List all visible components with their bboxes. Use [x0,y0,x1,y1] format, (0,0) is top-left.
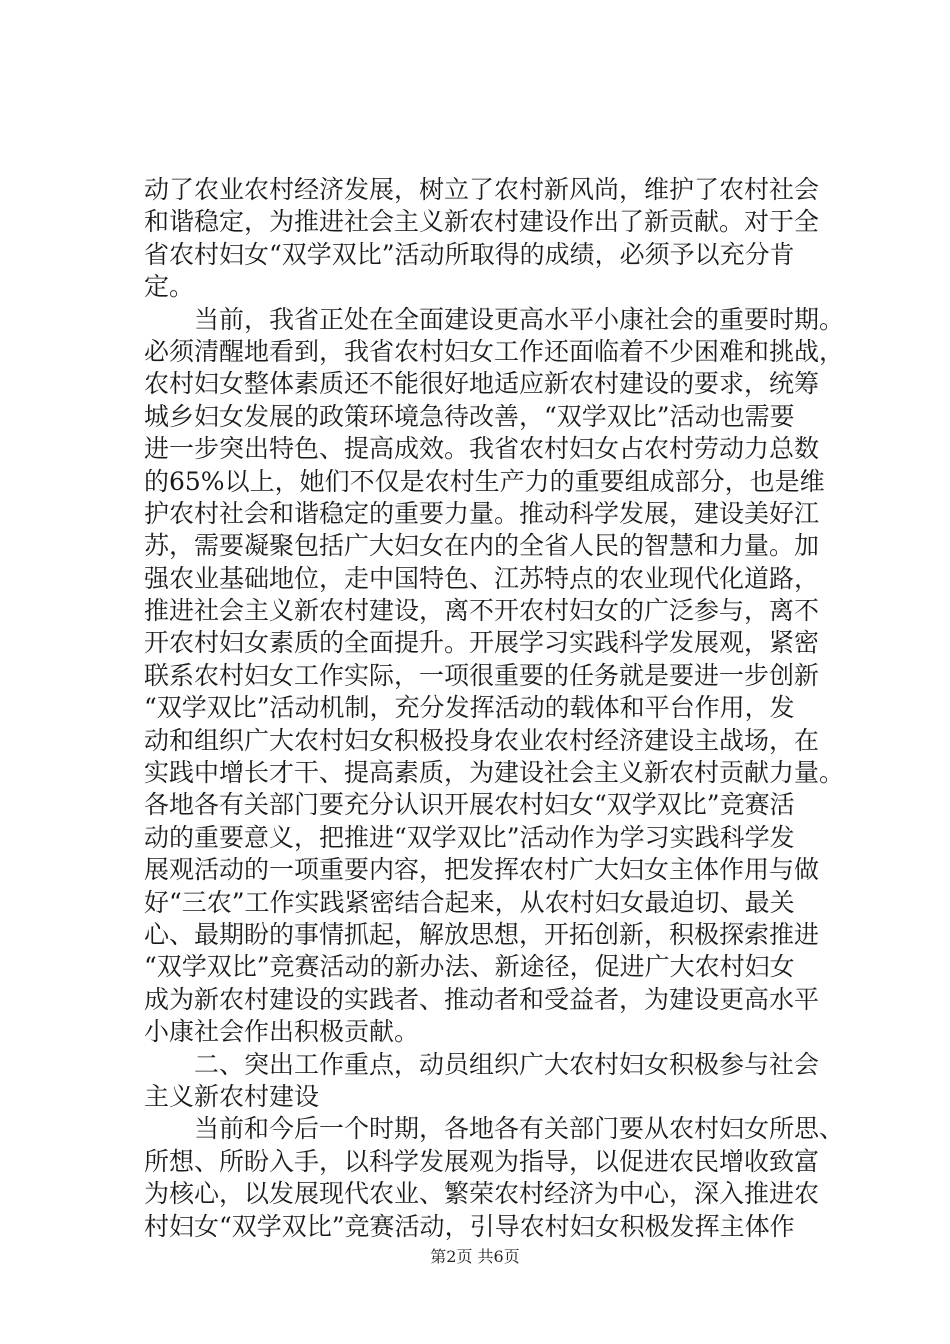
text-line: 小康社会作出积极贡献。 [144,1017,420,1047]
text-line: 实践中增长才干、提高素质，为建设社会主义新农村贡献力量。 [144,758,845,788]
text-line: 好“三农”工作实践紧密结合起来，从农村妇女最迫切、最关 [144,887,795,917]
text-line: 成为新农村建设的实践者、推动者和受益者，为建设更高水平 [144,984,820,1014]
text-line: 动的重要意义，把推进“双学双比”活动作为学习实践科学发 [144,822,795,852]
text-line: 动和组织广大农村妇女积极投身农业农村经济建设主战场，在 [144,725,820,755]
text-line: 当前，我省正处在全面建设更高水平小康社会的重要时期。 [144,304,845,334]
text-line: “双学双比”活动机制，充分发挥活动的载体和平台作用，发 [144,693,795,723]
text-line: 苏，需要凝聚包括广大妇女在内的全省人民的智慧和力量。加 [144,531,820,561]
text-line: 的65%以上，她们不仅是农村生产力的重要组成部分，也是维 [144,466,825,496]
text-line: 推进社会主义新农村建设，离不开农村妇女的广泛参与，离不 [144,596,820,626]
text-line: 省农村妇女“双学双比”活动所取得的成绩，必须予以充分肯 [144,239,795,269]
page-footer: 第2页 共6页 [430,1247,520,1266]
text-line: 和谐稳定，为推进社会主义新农村建设作出了新贡献。对于全 [144,207,820,237]
text-line: 城乡妇女发展的政策环境急待改善，“双学双比”活动也需要 [144,401,795,431]
text-line: 各地各有关部门要充分认识开展农村妇女“双学双比”竞赛活 [144,790,795,820]
text-line: 二、突出工作重点，动员组织广大农村妇女积极参与社会 [144,1049,820,1079]
text-line: 村妇女“双学双比”竞赛活动，引导农村妇女积极发挥主体作 [144,1211,795,1241]
text-line: 进一步突出特色、提高成效。我省农村妇女占农村劳动力总数 [144,434,820,464]
text-line: 为核心，以发展现代农业、繁荣农村经济为中心，深入推进农 [144,1179,820,1209]
document-body [144,174,844,1243]
text-line: 心、最期盼的事情抓起，解放思想，开拓创新，积极探索推进 [144,919,820,949]
text-line: 展观活动的一项重要内容，把发挥农村广大妇女主体作用与做 [144,855,820,885]
text-line: 农村妇女整体素质还不能很好地适应新农村建设的要求，统筹 [144,369,820,399]
text-line: 主义新农村建设 [144,1081,320,1111]
text-line: 必须清醒地看到，我省农村妇女工作还面临着不少困难和挑战， [144,336,845,366]
text-line: 联系农村妇女工作实际，一项很重要的任务就是要进一步创新 [144,660,820,690]
text-line: 开农村妇女素质的全面提升。开展学习实践科学发展观，紧密 [144,628,820,658]
text-line: 护农村社会和谐稳定的重要力量。推动科学发展，建设美好江 [144,498,820,528]
text-line: “双学双比”竞赛活动的新办法、新途径，促进广大农村妇女 [144,952,795,982]
text-line: 所想、所盼入手，以科学发展观为指导，以促进农民增收致富 [144,1146,820,1176]
text-line: 动了农业农村经济发展，树立了农村新风尚，维护了农村社会 [144,175,820,204]
text-line: 定。 [144,272,195,302]
text-line: 当前和今后一个时期，各地各有关部门要从农村妇女所思、 [144,1114,845,1144]
text-line: 强农业基础地位，走中国特色、江苏特点的农业现代化道路， [144,563,820,593]
